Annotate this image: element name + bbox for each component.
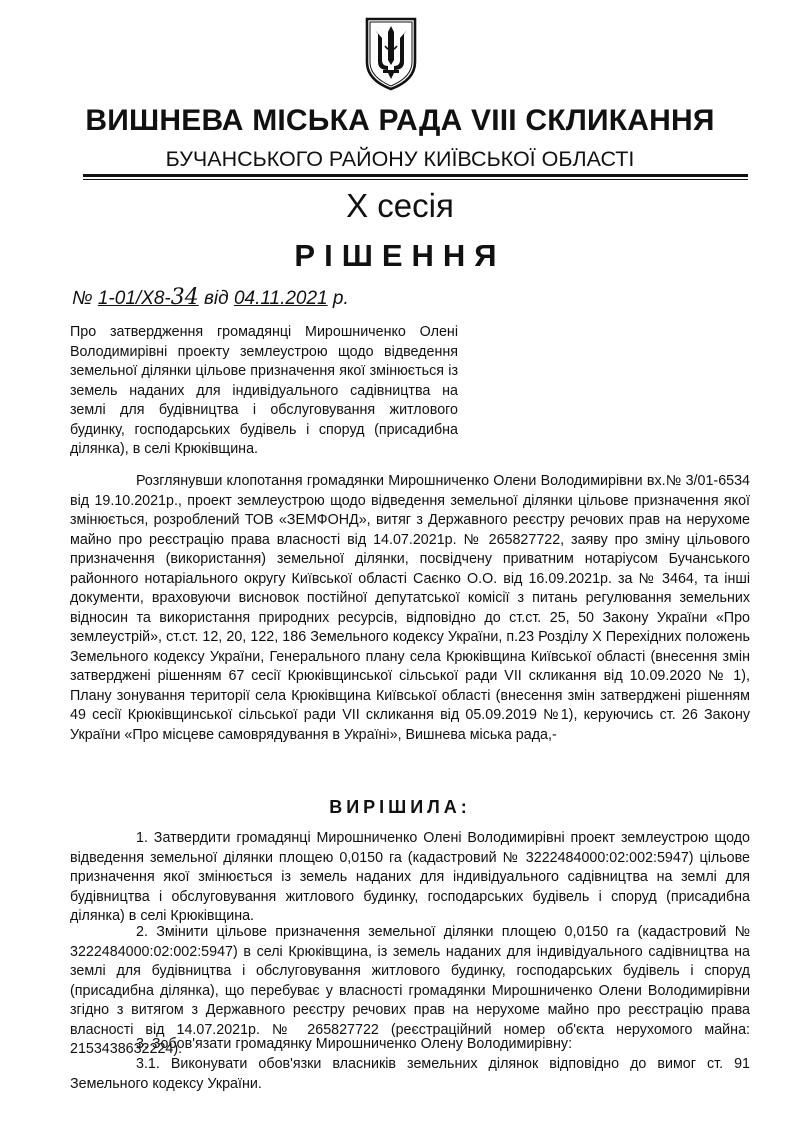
year-suffix: р. (332, 288, 349, 309)
document-number-line (72, 285, 349, 312)
from-label: від (204, 288, 229, 309)
document-date: 04.11.2021 (233, 288, 328, 309)
decision-item-2: 2. Змінити цільове призначення земельної ділянки площею 0,0150 га (кадастровий № 3222484000:02:002:5947) в селі Крюківщина, із земель наданих для індивідуального садівництва на землі для будівництва і обслуговування житлового будинку, господарських будівель і споруд (присадибна ділянка), що перебуває у власності громадянки Мирошниченко Олени Володимирівни згідно з витягом з Державного реєстру речових прав на нерухоме майно про реєстрацію права власності від 14.07.2021р. № 265827722 (реєстраційний номер об'єкта нерухомого майна: 2153438632224). (70, 924, 750, 1057)
council-subtitle: БУЧАНСЬКОГО РАЙОНУ КИЇВСЬКОЇ ОБЛАСТІ (165, 147, 635, 171)
number-handwritten: 34 (170, 285, 199, 310)
number-prefix: № (72, 288, 93, 309)
decision-title: РІШЕННЯ (294, 238, 506, 273)
header-divider-thin (83, 179, 748, 180)
resolved-heading: ВИРІШИЛА: (329, 797, 471, 817)
council-title: ВИШНЕВА МІСЬКА РАДА VIII СКЛИКАННЯ (85, 104, 715, 137)
session-label: X сесія (346, 187, 454, 224)
decision-item-1: 1. Затвердити громадянці Мирошниченко Олені Володимирівні проект землеустрою щодо відведення земельної ділянки площею 0,0150 га (кадастровий № 3222484000:02:002:5947) цільове призначення якої змінюється із земель наданих для індивідуального садівництва на землі для будівництва і обслуговування житлового будинку, господарських будівель і споруд (присадибна ділянка) в селі Крюківщина. (70, 830, 750, 924)
number-printed: 1-01/X8- (97, 288, 171, 309)
decision-item-3-1: 3.1. Виконувати обов'язки власників земельних ділянок відповідно до вимог ст. 91 Земельного кодексу України. (70, 1056, 750, 1092)
preamble-paragraph: Розглянувши клопотання громадянки Мирошниченко Олени Володимирівни вх.№ 3/01-6534 від 19.10.2021р., проект землеустрою щодо відведення земельної ділянки цільове призначення якої змінюється, розроблений ТОВ «ЗЕМФОНД», витяг з Державного реєстру речових прав на нерухоме майно про реєстрацію права власності від 14.07.2021р. № 265827722, заяву про зміну цільового призначення (використання) земельної ділянки, посвідчену приватним нотаріусом Бучанського районного нотаріального округу Київської області Саєнко О.О. від 16.09.2021р. за № 3464, та інші документи, враховуючи висновок постійної депутатської комісії з питань регулювання земельних відносин та використання природних ресурсів, відповідно до ст.ст. 25, 50 Закону України «Про землеустрій», ст.ст. 12, 20, 122, 186 Земельного кодексу України, п.23 Розділу X Перехідних положень Земельного кодексу України, Генерального плану села Крюківщина Київської області (внесення змін затверджені рішенням 67 сесії Крюківщинської сільської ради VII скликання від 10.09.2020 № 1), Плану зонування території села Крюківщина Київської області (внесення змін затверджені рішенням 49 сесії Крюківщинської сільської ради VII скликання від 05.09.2019 №1), керуючись ст. 26 Закону України «Про місцеве самоврядування в Україні», Вишнева міська рада,- (70, 473, 750, 743)
header-divider-thick (83, 174, 748, 177)
decision-subject: Про затвердження громадянці Мирошниченко Олені Володимирівні проекту землеустрою щодо відведення земельної ділянки цільове призначення якої змінюється із земель наданих для індивідуального садівництва на землі для будівництва і обслуговування житлового будинку, господарських будівель і споруд (присадибна ділянка), в селі Крюківщина. (70, 324, 458, 457)
trident-coat-of-arms-icon (363, 16, 419, 92)
decision-item-3: 3. Зобов'язати громадянку Мирошниченко Олену Володимирівну: (136, 1036, 573, 1052)
document-number (97, 285, 199, 310)
